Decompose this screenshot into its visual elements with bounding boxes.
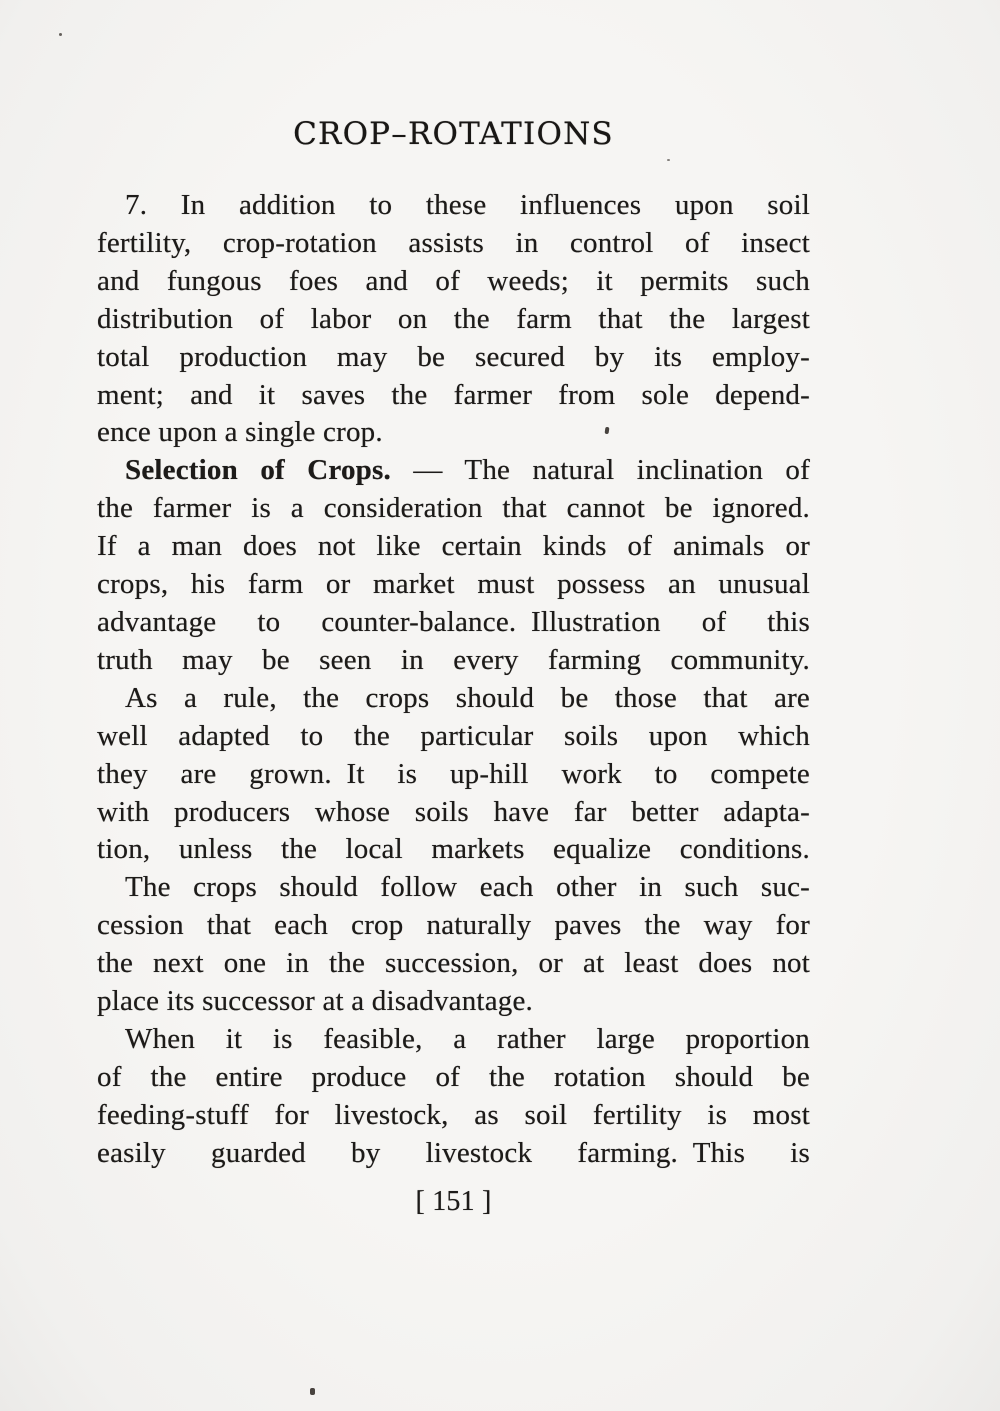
- ink-speck: [310, 1388, 315, 1395]
- text-line: place its successor at a disadvantage.: [97, 985, 533, 1018]
- ink-speck: [59, 33, 62, 36]
- text-line: ence upon a single crop.: [97, 416, 383, 449]
- page-number: [ 151 ]: [415, 1185, 492, 1217]
- ink-speck: [667, 159, 670, 161]
- text-line: easily guarded by livestock farming. This is: [97, 1136, 810, 1169]
- text-line: and fungous foes and of weeds; it permits such: [97, 264, 810, 297]
- text-line: As a rule, the crops should be those that are: [125, 681, 810, 714]
- text-line: well adapted to the particular soils upon which: [97, 719, 810, 752]
- text-line: When it is feasible, a rather large proportion: [125, 1022, 810, 1055]
- text-line: If a man does not like certain kinds of animals or: [97, 530, 810, 563]
- text-line: ment; and it saves the farmer from sole depend-: [97, 378, 810, 411]
- text-line: tion, unless the local markets equalize conditions.: [97, 833, 810, 866]
- text-line-continuation: — The natural inclination of: [390, 454, 810, 487]
- text-line: cession that each crop naturally paves the way for: [97, 909, 810, 942]
- text-line: feeding-stuff for livestock, as soil fertility is most: [97, 1098, 810, 1131]
- text-line: truth may be seen in every farming community.: [97, 643, 810, 676]
- text-line: The crops should follow each other in such suc-: [125, 871, 810, 904]
- text-line: 7. In addition to these influences upon soil: [125, 189, 810, 221]
- text-line: advantage to counter-balance. Illustration of this: [97, 605, 810, 638]
- run-in-heading: Selection of Crops.: [125, 454, 391, 487]
- text-line: fertility, crop-rotation assists in control of insect: [97, 226, 810, 259]
- text-line: of the entire produce of the rotation should be: [97, 1060, 810, 1093]
- body-text: [97, 187, 810, 1220]
- text-line: they are grown. It is up-hill work to compete: [97, 757, 810, 790]
- text-line: the farmer is a consideration that cannot be ignored.: [97, 492, 810, 525]
- text-line: with producers whose soils have far better adapta-: [97, 795, 810, 828]
- text-line: crops, his farm or market must possess an unusual: [97, 568, 810, 601]
- page-title: CROP–ROTATIONS: [293, 116, 614, 152]
- text-line: the next one in the succession, or at least does not: [97, 947, 810, 980]
- text-line: total production may be secured by its employ-: [97, 340, 810, 373]
- text-line: [97, 452, 810, 490]
- text-line: distribution of labor on the farm that the largest: [97, 302, 810, 335]
